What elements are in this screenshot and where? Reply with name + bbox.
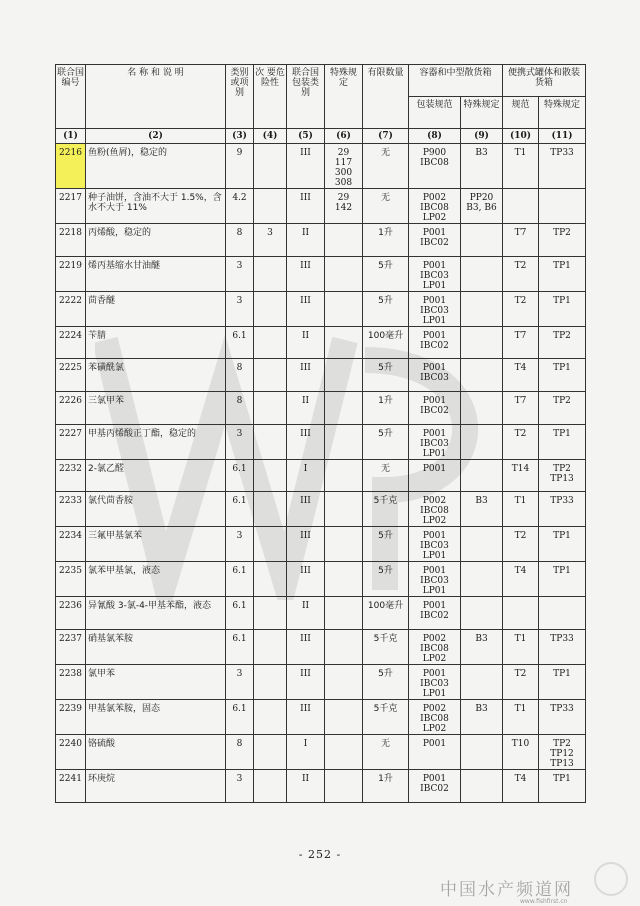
cell-un-number: 2219 [56,256,86,291]
cell-packing-instructions: P001 IBC02 [409,770,461,803]
cell-special-packing [461,424,503,459]
cell-tank-special: TP1 [539,291,586,326]
cell-class: 6.1 [226,700,254,735]
cell-packing-group: III [287,527,325,562]
cell-subsidiary-risk [254,630,287,665]
cell-special-packing [461,326,503,359]
header-limited-quantity: 有限数量 [363,65,409,129]
cell-un-number: 2217 [56,189,86,224]
table-row [56,770,586,803]
cell-limited-quantity: 100毫升 [363,597,409,630]
cell-tank-special: TP2 TP13 [539,459,586,492]
cell-tank-instructions: T2 [503,256,539,291]
cell-limited-quantity: 无 [363,189,409,224]
cell-subsidiary-risk [254,527,287,562]
cell-tank-special: TP1 [539,527,586,562]
cell-subsidiary-risk [254,392,287,425]
cell-special-provisions [325,256,363,291]
cell-limited-quantity: 1升 [363,392,409,425]
cell-tank-instructions: T1 [503,144,539,189]
cell-special-provisions [325,770,363,803]
table-row [56,597,586,630]
cell-special-packing [461,256,503,291]
table-row [56,562,586,597]
cell-special-packing [461,665,503,700]
cell-limited-quantity: 5升 [363,562,409,597]
table-row [56,700,586,735]
cell-packing-instructions: P001 IBC02 [409,326,461,359]
dangerous-goods-table [55,64,586,803]
cell-packing-instructions: P001 IBC03 LP01 [409,527,461,562]
cell-tank-instructions [503,189,539,224]
cell-special-packing [461,291,503,326]
cell-special-provisions [325,492,363,527]
column-number-row [56,129,586,144]
cell-tank-instructions: T7 [503,326,539,359]
header-tank-instructions: 规范 [503,97,539,129]
cell-special-packing: B3 [461,700,503,735]
cell-tank-instructions: T7 [503,392,539,425]
cell-special-provisions [325,700,363,735]
cell-class: 3 [226,256,254,291]
cell-class: 3 [226,527,254,562]
cell-packing-instructions: P001 IBC02 [409,224,461,257]
cell-tank-special: TP1 [539,665,586,700]
cell-limited-quantity: 无 [363,144,409,189]
cell-subsidiary-risk [254,256,287,291]
cell-packing-group: III [287,256,325,291]
cell-packing-group: I [287,735,325,770]
cell-limited-quantity: 1升 [363,224,409,257]
cell-tank-special: TP2 [539,224,586,257]
cell-tank-special [539,597,586,630]
cell-packing-instructions: P001 [409,459,461,492]
header-class: 类别或项别 [226,65,254,129]
cell-class: 8 [226,224,254,257]
cell-subsidiary-risk [254,326,287,359]
cell-class: 6.1 [226,597,254,630]
cell-class: 3 [226,291,254,326]
cell-packing-group: III [287,144,325,189]
table-row [56,492,586,527]
cell-name: 茴香醚 [86,291,226,326]
cell-un-number: 2234 [56,527,86,562]
cell-special-packing [461,562,503,597]
cell-packing-instructions: P001 [409,735,461,770]
column-number: (5) [287,129,325,144]
cell-packing-group: III [287,562,325,597]
cell-subsidiary-risk: 3 [254,224,287,257]
cell-special-packing: B3 [461,144,503,189]
cell-special-provisions: 29 117 300 308 [325,144,363,189]
cell-tank-instructions: T10 [503,735,539,770]
cell-packing-instructions: P001 IBC03 LP01 [409,424,461,459]
cell-name: 2-氯乙醛 [86,459,226,492]
cell-subsidiary-risk [254,770,287,803]
cell-subsidiary-risk [254,459,287,492]
cell-limited-quantity: 5千克 [363,700,409,735]
cell-name: 三氯甲苯 [86,392,226,425]
cell-tank-special: TP33 [539,492,586,527]
cell-class: 6.1 [226,562,254,597]
column-number: (11) [539,129,586,144]
cell-packing-instructions: P001 IBC03 LP01 [409,291,461,326]
cell-special-provisions [325,291,363,326]
cell-packing-instructions: P001 IBC03 LP01 [409,665,461,700]
header-name: 名 称 和 说 明 [86,65,226,129]
column-number: (9) [461,129,503,144]
cell-un-number: 2224 [56,326,86,359]
column-number: (3) [226,129,254,144]
watermark-logo-icon [594,862,628,896]
cell-tank-instructions: T14 [503,459,539,492]
table-row [56,527,586,562]
cell-subsidiary-risk [254,492,287,527]
cell-tank-instructions: T4 [503,359,539,392]
cell-special-provisions [325,630,363,665]
cell-packing-instructions: P001 IBC03 [409,359,461,392]
cell-name: 甲基丙烯酸正丁酯，稳定的 [86,424,226,459]
cell-class: 6.1 [226,630,254,665]
table-row [56,224,586,257]
cell-tank-special: TP33 [539,144,586,189]
cell-limited-quantity: 5升 [363,527,409,562]
cell-special-packing [461,359,503,392]
column-number: (7) [363,129,409,144]
cell-tank-special: TP1 [539,424,586,459]
cell-special-provisions [325,735,363,770]
column-number: (6) [325,129,363,144]
cell-special-provisions [325,326,363,359]
cell-limited-quantity: 5升 [363,424,409,459]
header-packing-instructions: 包装规范 [409,97,461,129]
cell-name: 硝基氯苯胺 [86,630,226,665]
cell-limited-quantity: 无 [363,735,409,770]
cell-name: 三氟甲基氯苯 [86,527,226,562]
table-row [56,256,586,291]
cell-tank-special: TP1 [539,562,586,597]
cell-limited-quantity: 5千克 [363,492,409,527]
cell-un-number: 2236 [56,597,86,630]
cell-packing-group: III [287,700,325,735]
cell-packing-instructions: P001 IBC03 LP01 [409,562,461,597]
cell-name: 铬硫酸 [86,735,226,770]
cell-tank-instructions: T4 [503,562,539,597]
cell-un-number: 2218 [56,224,86,257]
cell-packing-group: II [287,224,325,257]
cell-class: 3 [226,665,254,700]
cell-tank-instructions: T1 [503,700,539,735]
column-number: (4) [254,129,287,144]
cell-tank-special: TP33 [539,700,586,735]
cell-special-provisions [325,527,363,562]
cell-packing-group: III [287,492,325,527]
cell-special-provisions [325,224,363,257]
cell-tank-special: TP1 [539,359,586,392]
cell-un-number: 2232 [56,459,86,492]
cell-packing-group: III [287,189,325,224]
cell-subsidiary-risk [254,189,287,224]
cell-tank-special: TP1 [539,256,586,291]
table-row [56,630,586,665]
cell-class: 8 [226,392,254,425]
cell-name: 环庚烷 [86,770,226,803]
cell-class: 6.1 [226,492,254,527]
cell-packing-group: II [287,597,325,630]
cell-name: 异氰酸 3-氯-4-甲基苯酯，液态 [86,597,226,630]
cell-packing-group: III [287,291,325,326]
cell-special-packing [461,459,503,492]
cell-tank-special: TP2 [539,326,586,359]
cell-tank-instructions [503,597,539,630]
cell-class: 3 [226,424,254,459]
column-number: (8) [409,129,461,144]
cell-tank-special: TP2 [539,392,586,425]
cell-special-packing: B3 [461,630,503,665]
cell-tank-special: TP33 [539,630,586,665]
cell-packing-instructions: P002 IBC08 LP02 [409,630,461,665]
cell-class: 8 [226,359,254,392]
table-body [56,144,586,803]
cell-tank-instructions: T2 [503,291,539,326]
cell-packing-group: III [287,630,325,665]
cell-limited-quantity: 5千克 [363,630,409,665]
header-special-packing: 特殊规定 [461,97,503,129]
cell-class: 6.1 [226,326,254,359]
header-portable-tanks: 便携式罐体和散装货箱 [503,65,586,97]
cell-special-packing [461,224,503,257]
cell-un-number: 2241 [56,770,86,803]
cell-un-number: 2227 [56,424,86,459]
cell-special-provisions [325,562,363,597]
cell-packing-instructions: P002 IBC08 LP02 [409,189,461,224]
header-tank-special: 特殊规定 [539,97,586,129]
page-number: - 252 - [298,848,342,861]
cell-tank-instructions: T1 [503,492,539,527]
table-row [56,392,586,425]
cell-class: 4.2 [226,189,254,224]
cell-un-number: 2238 [56,665,86,700]
cell-special-packing [461,597,503,630]
cell-special-packing [461,527,503,562]
cell-name: 丙烯酸，稳定的 [86,224,226,257]
cell-special-packing [461,735,503,770]
cell-packing-group: II [287,770,325,803]
cell-subsidiary-risk [254,144,287,189]
table-row [56,291,586,326]
table-row [56,326,586,359]
cell-special-provisions [325,597,363,630]
cell-tank-special [539,189,586,224]
cell-tank-instructions: T2 [503,527,539,562]
watermark-text: 中国水产频道网 [440,880,573,900]
header-subsidiary-risk: 次 要危险性 [254,65,287,129]
cell-tank-instructions: T4 [503,770,539,803]
table-row [56,665,586,700]
cell-class: 9 [226,144,254,189]
cell-special-packing: PP20 B3, B6 [461,189,503,224]
table-row [56,359,586,392]
cell-un-number: 2216 [56,144,86,189]
cell-subsidiary-risk [254,735,287,770]
cell-un-number: 2226 [56,392,86,425]
cell-packing-group: III [287,665,325,700]
cell-packing-instructions: P001 IBC03 LP01 [409,256,461,291]
cell-un-number: 2239 [56,700,86,735]
cell-packing-instructions: P002 IBC08 LP02 [409,700,461,735]
cell-special-packing [461,392,503,425]
cell-limited-quantity: 5升 [363,665,409,700]
table-row [56,459,586,492]
cell-tank-instructions: T7 [503,224,539,257]
column-number: (2) [86,129,226,144]
cell-un-number: 2233 [56,492,86,527]
header-special-provisions: 特殊规定 [325,65,363,129]
cell-subsidiary-risk [254,700,287,735]
cell-special-provisions [325,459,363,492]
cell-subsidiary-risk [254,424,287,459]
header-un-number: 联合国编号 [56,65,86,129]
header-packing-group: 联合国包装类别 [287,65,325,129]
cell-name: 种子油饼，含油不大于 1.5%，含水不大于 11% [86,189,226,224]
cell-packing-group: II [287,392,325,425]
cell-tank-instructions: T2 [503,665,539,700]
cell-name: 氯代茴香胺 [86,492,226,527]
cell-packing-group: III [287,359,325,392]
cell-limited-quantity: 5升 [363,359,409,392]
cell-subsidiary-risk [254,359,287,392]
cell-limited-quantity: 5升 [363,256,409,291]
cell-packing-instructions: P002 IBC08 LP02 [409,492,461,527]
cell-subsidiary-risk [254,562,287,597]
cell-special-packing: B3 [461,492,503,527]
table-row [56,144,586,189]
cell-special-provisions [325,392,363,425]
cell-tank-instructions: T1 [503,630,539,665]
cell-name: 苯磺酰氯 [86,359,226,392]
cell-name: 苄腈 [86,326,226,359]
cell-packing-group: I [287,459,325,492]
cell-subsidiary-risk [254,665,287,700]
cell-un-number: 2240 [56,735,86,770]
cell-name: 甲基氯苯胺，固态 [86,700,226,735]
watermark-url: www.fishfirst.cn [520,898,568,905]
cell-packing-instructions: P001 IBC02 [409,597,461,630]
cell-packing-instructions: P001 IBC02 [409,392,461,425]
cell-un-number: 2225 [56,359,86,392]
cell-un-number: 2222 [56,291,86,326]
cell-special-provisions: 29 142 [325,189,363,224]
cell-name: 氯甲苯 [86,665,226,700]
cell-tank-instructions: T2 [503,424,539,459]
cell-name: 鱼粉(鱼屑)，稳定的 [86,144,226,189]
cell-special-provisions [325,359,363,392]
table-row [56,735,586,770]
header-containers: 容器和中型散货箱 [409,65,503,97]
cell-limited-quantity: 5升 [363,291,409,326]
cell-subsidiary-risk [254,291,287,326]
cell-packing-group: III [287,424,325,459]
cell-subsidiary-risk [254,597,287,630]
cell-limited-quantity: 无 [363,459,409,492]
cell-un-number: 2235 [56,562,86,597]
cell-packing-instructions: P900 IBC08 [409,144,461,189]
cell-class: 8 [226,735,254,770]
table-row [56,424,586,459]
cell-special-provisions [325,424,363,459]
cell-un-number: 2237 [56,630,86,665]
cell-tank-special: TP2 TP12 TP13 [539,735,586,770]
cell-name: 氯苯甲基氯，液态 [86,562,226,597]
cell-special-provisions [325,665,363,700]
cell-class: 6.1 [226,459,254,492]
cell-packing-group: II [287,326,325,359]
cell-limited-quantity: 100毫升 [363,326,409,359]
cell-name: 烯丙基缩水甘油醚 [86,256,226,291]
column-number: (10) [503,129,539,144]
cell-tank-special: TP1 [539,770,586,803]
column-number: (1) [56,129,86,144]
cell-class: 3 [226,770,254,803]
cell-special-packing [461,770,503,803]
cell-limited-quantity: 1升 [363,770,409,803]
table-row [56,189,586,224]
